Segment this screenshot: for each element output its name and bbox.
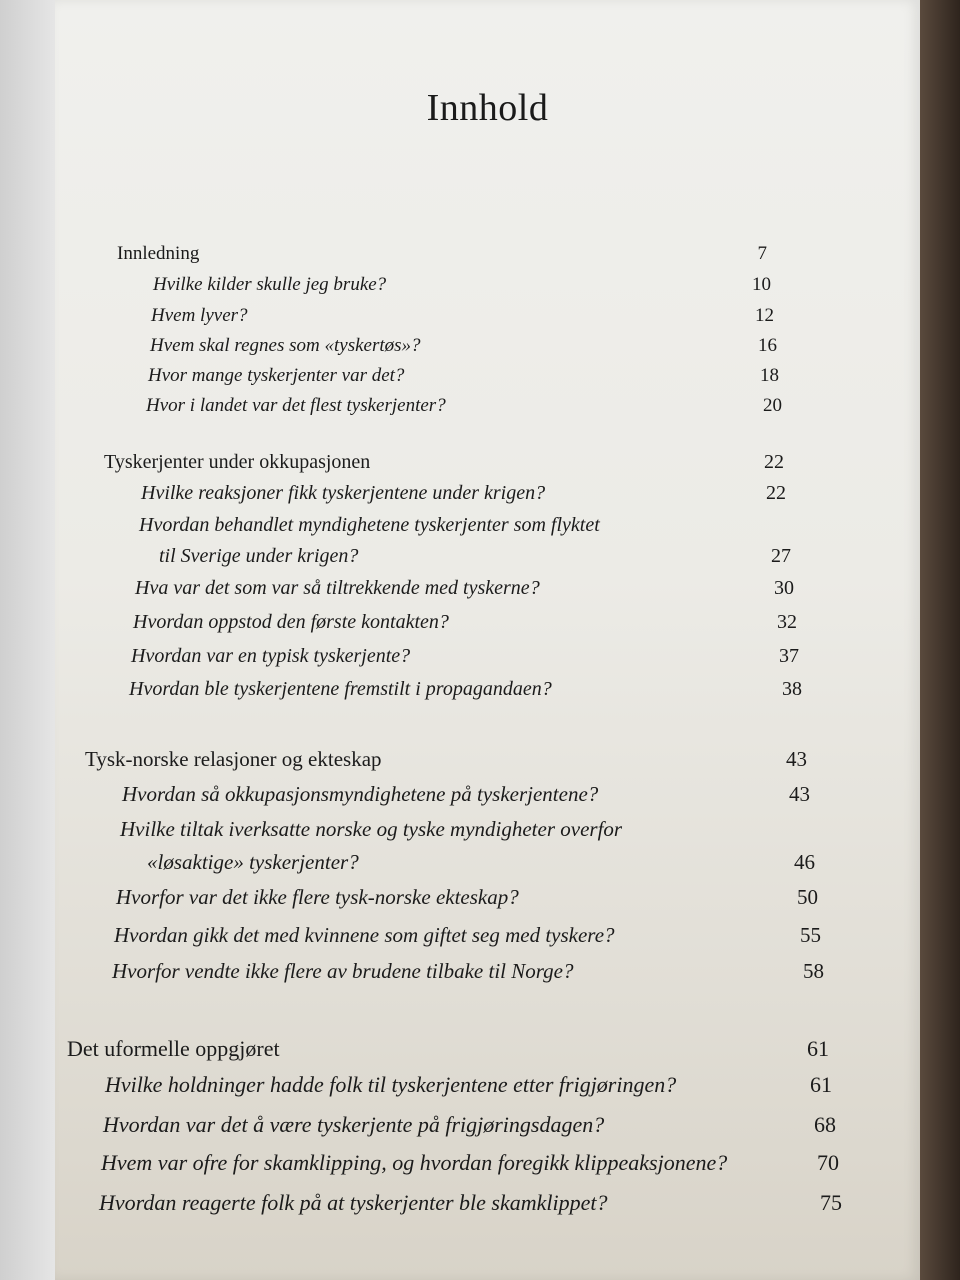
toc-entry bbox=[159, 545, 791, 568]
toc-entry-title: «løsaktige» tyskerjenter? bbox=[147, 850, 359, 874]
toc-entry bbox=[105, 1072, 832, 1098]
toc-entry bbox=[139, 514, 791, 537]
toc-entry bbox=[101, 1150, 839, 1176]
toc-page-number: 22 bbox=[764, 451, 784, 473]
toc-page-number: 18 bbox=[760, 365, 779, 386]
toc-section-heading bbox=[85, 747, 807, 772]
toc-entry bbox=[147, 850, 815, 875]
toc-page-number: 61 bbox=[807, 1036, 829, 1061]
toc-entry-title: Innledning bbox=[117, 243, 200, 264]
toc-entry-title: Hvorfor var det ikke flere tysk-norske ekteskap? bbox=[116, 885, 519, 909]
page-title: Innhold bbox=[426, 87, 549, 129]
toc-entry bbox=[120, 817, 815, 842]
toc-entry bbox=[131, 645, 799, 668]
toc-entry bbox=[114, 923, 821, 948]
toc-page-number: 32 bbox=[777, 611, 797, 633]
toc-entry-title: Hvilke holdninger hadde folk til tyskerjentene etter frigjøringen? bbox=[105, 1072, 677, 1097]
toc-page-number: 38 bbox=[782, 678, 802, 700]
toc-entry-title: Det uformelle oppgjøret bbox=[67, 1036, 280, 1061]
toc-page-number: 30 bbox=[774, 577, 794, 599]
toc-entry-title: Hvordan oppstod den første kontakten? bbox=[133, 611, 449, 633]
toc-page-number: 16 bbox=[758, 335, 777, 356]
toc-section-heading bbox=[117, 243, 767, 265]
toc-entry-title: til Sverige under krigen? bbox=[159, 545, 359, 567]
book-page bbox=[55, 0, 920, 1280]
toc-entry-title: Hvordan så okkupasjonsmyndighetene på tyskerjentene? bbox=[122, 782, 599, 806]
toc-page-number: 61 bbox=[810, 1072, 832, 1097]
toc-entry-title: Hvor i landet var det flest tyskerjenter? bbox=[146, 395, 446, 416]
toc-page-number: 50 bbox=[797, 885, 818, 909]
toc-entry-title: Hvordan var det å være tyskerjente på frigjøringsdagen? bbox=[103, 1112, 605, 1137]
toc-page-number: 43 bbox=[789, 782, 810, 806]
toc-page-number: 68 bbox=[814, 1112, 836, 1137]
toc-entry-title: Hvem var ofre for skamklipping, og hvordan foregikk klippeaksjonene? bbox=[101, 1150, 728, 1175]
toc-entry bbox=[135, 577, 794, 600]
toc-entry bbox=[141, 482, 786, 505]
toc-entry-title: Tyskerjenter under okkupasjonen bbox=[104, 451, 371, 473]
toc-entry bbox=[129, 678, 802, 701]
toc-entry-title: Hvem skal regnes som «tyskertøs»? bbox=[150, 335, 421, 356]
toc-entry-title: Hvordan gikk det med kvinnene som giftet seg med tyskere? bbox=[114, 923, 615, 947]
toc-entry bbox=[133, 611, 797, 634]
toc-entry-title: Hvordan ble tyskerjentene fremstilt i propagandaen? bbox=[129, 678, 552, 700]
toc-page-number: 20 bbox=[763, 395, 782, 416]
toc-entry-title: Hvilke kilder skulle jeg bruke? bbox=[153, 274, 387, 295]
toc-entry-title: Hva var det som var så tiltrekkende med tyskerne? bbox=[135, 577, 540, 599]
toc-entry-title: Hvordan behandlet myndighetene tyskerjenter som flyktet bbox=[139, 514, 600, 536]
toc-page-number: 70 bbox=[817, 1150, 839, 1175]
toc-entry-title: Hvor mange tyskerjenter var det? bbox=[148, 365, 405, 386]
toc-page-number: 7 bbox=[757, 243, 767, 264]
toc-section-heading bbox=[67, 1036, 829, 1062]
toc-page-number: 75 bbox=[820, 1190, 842, 1215]
toc-entry-title: Hvorfor vendte ikke flere av brudene tilbake til Norge? bbox=[112, 959, 574, 983]
toc-entry-title: Hvilke tiltak iverksatte norske og tyske myndigheter overfor bbox=[120, 817, 623, 841]
toc-page-number: 12 bbox=[755, 305, 774, 326]
toc-entry-title: Hvordan reagerte folk på at tyskerjenter ble skamklippet? bbox=[99, 1190, 608, 1215]
toc-page-number: 46 bbox=[794, 850, 815, 874]
toc-entry bbox=[99, 1190, 842, 1216]
toc-entry bbox=[151, 305, 774, 327]
table-surface bbox=[920, 0, 960, 1280]
toc-entry bbox=[153, 274, 771, 296]
toc-entry-title: Hvilke reaksjoner fikk tyskerjentene under krigen? bbox=[141, 482, 546, 504]
toc-entry bbox=[112, 959, 824, 984]
toc-page-number: 55 bbox=[800, 923, 821, 947]
toc-entry bbox=[146, 395, 782, 417]
toc-entry bbox=[148, 365, 779, 387]
toc-page-number: 22 bbox=[766, 482, 786, 504]
toc-entry-title: Hvordan var en typisk tyskerjente? bbox=[131, 645, 411, 667]
toc-entry bbox=[116, 885, 818, 910]
toc-page-number: 10 bbox=[752, 274, 771, 295]
toc-page-number: 43 bbox=[786, 747, 807, 771]
toc-page-number: 37 bbox=[779, 645, 799, 667]
toc-entry-title: Tysk-norske relasjoner og ekteskap bbox=[85, 747, 382, 771]
toc-entry bbox=[103, 1112, 836, 1138]
toc-entry-title: Hvem lyver? bbox=[151, 305, 248, 326]
toc-page-number: 58 bbox=[803, 959, 824, 983]
toc-entry bbox=[150, 335, 777, 357]
toc-section-heading bbox=[104, 451, 784, 474]
toc-entry bbox=[122, 782, 810, 807]
toc-page-number: 27 bbox=[771, 545, 791, 567]
